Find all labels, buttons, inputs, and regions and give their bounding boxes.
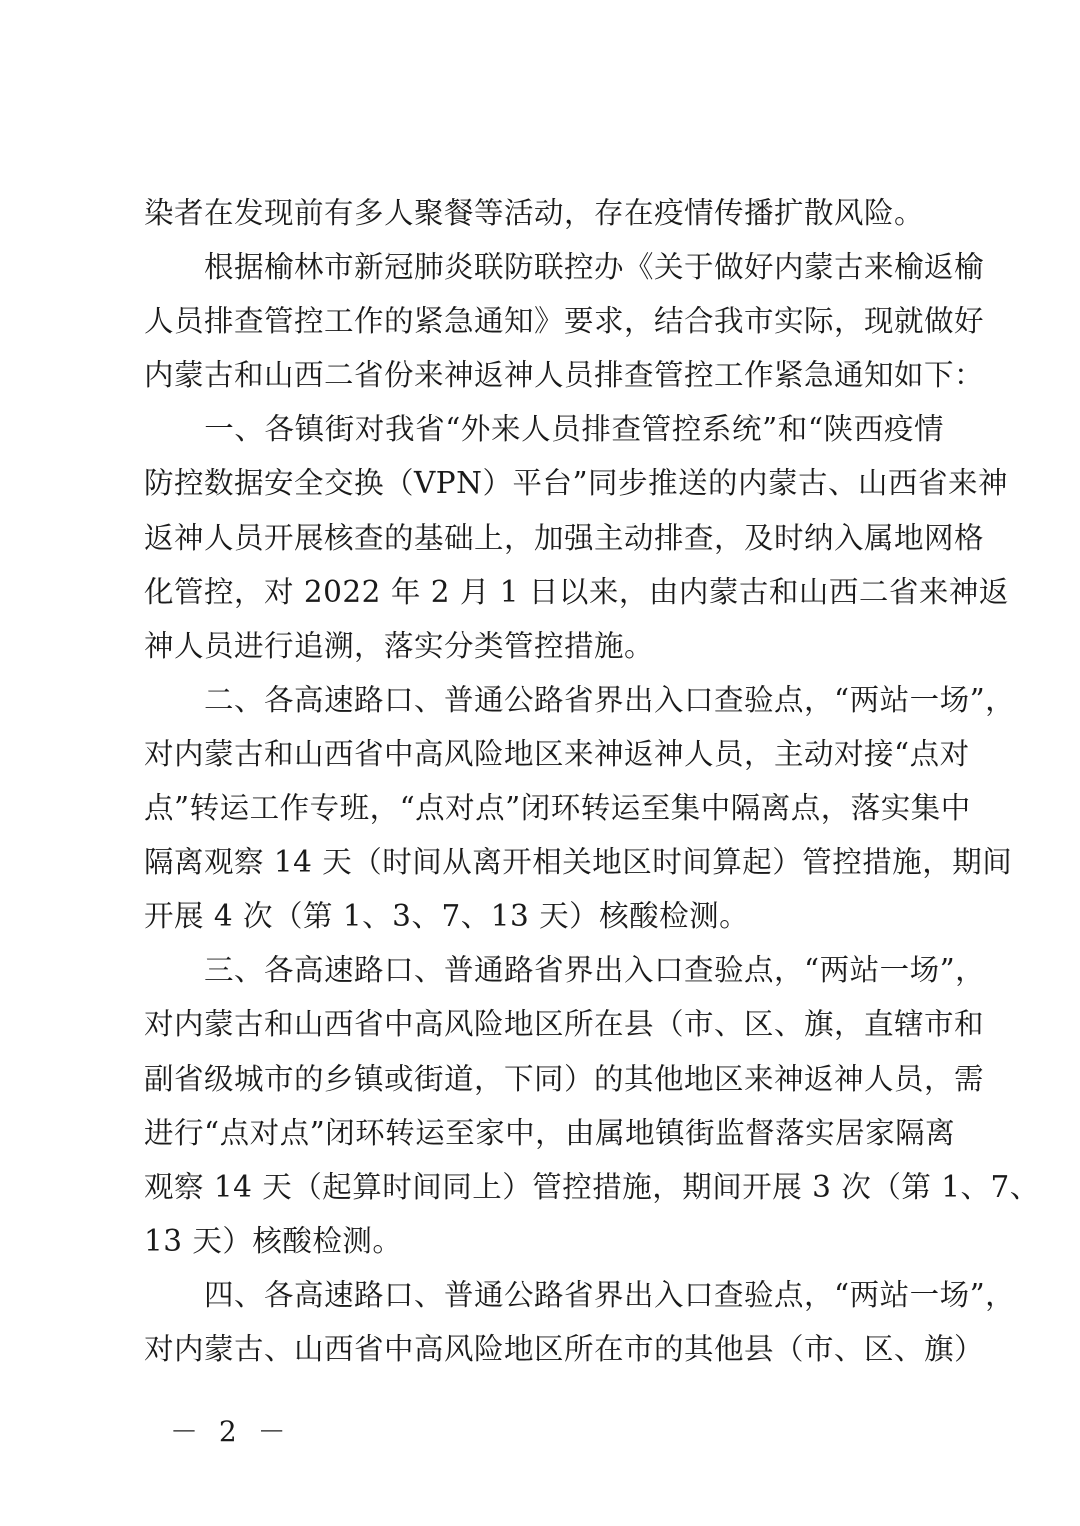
text-line: 副省级城市的乡镇或街道，下同）的其他地区来神返神人员，需	[144, 1061, 985, 1096]
page-number: － 2 －	[170, 1415, 292, 1448]
text-line: 点”转运工作专班，“点对点”闭环转运至集中隔离点，落实集中	[144, 791, 971, 826]
text-line: 13 天）核酸检测。	[144, 1223, 403, 1258]
text-line: 对内蒙古和山西省中高风险地区所在县（市、区、旗，直辖市和	[144, 1007, 985, 1042]
text-line: 隔离观察 14 天（时间从离开相关地区时间算起）管控措施，期间	[144, 845, 1013, 880]
text-line: 染者在发现前有多人聚餐等活动，存在疫情传播扩散风险。	[144, 196, 925, 230]
text-line: 四、各高速路口、普通公路省界出入口查验点，“两站一场”，	[144, 1277, 1016, 1312]
text-line: 神人员进行追溯，落实分类管控措施。	[144, 628, 655, 663]
text-line: 防控数据安全交换（VPN）平台”同步推送的内蒙古、山西省来神	[144, 466, 1009, 501]
text-line: 三、各高速路口、普通路省界出入口查验点，“两站一场”，	[144, 953, 986, 988]
text-line: 对内蒙古和山西省中高风险地区来神返神人员，主动对接“点对	[144, 736, 970, 771]
text-line: 化管控，对 2022 年 2 月 1 日以来，由内蒙古和山西二省来神返	[144, 574, 1009, 609]
text-line: 观察 14 天（起算时间同上）管控措施，期间开展 3 次（第 1、7、	[144, 1169, 1040, 1204]
text-line: 一、各镇街对我省“外来人员排查管控系统”和“陕西疫情	[144, 412, 944, 447]
text-line: 开展 4 次（第 1、3、7、13 天）核酸检测。	[144, 899, 750, 934]
text-line: 人员排查管控工作的紧急通知》要求，结合我市实际，现就做好	[144, 304, 985, 339]
document-body	[144, 186, 1040, 1376]
text-line: 内蒙古和山西二省份来神返神人员排查管控工作紧急通知如下：	[144, 358, 985, 393]
text-line: 进行“点对点”闭环转运至家中，由属地镇街监督落实居家隔离	[144, 1115, 956, 1150]
text-line: 根据榆林市新冠肺炎联防联控办《关于做好内蒙古来榆返榆	[144, 250, 985, 285]
text-line: 二、各高速路口、普通公路省界出入口查验点，“两站一场”，	[144, 682, 1016, 717]
text-line: 返神人员开展核查的基础上，加强主动排查，及时纳入属地网格	[144, 520, 985, 555]
text-line: 对内蒙古、山西省中高风险地区所在市的其他县（市、区、旗）	[144, 1331, 985, 1366]
